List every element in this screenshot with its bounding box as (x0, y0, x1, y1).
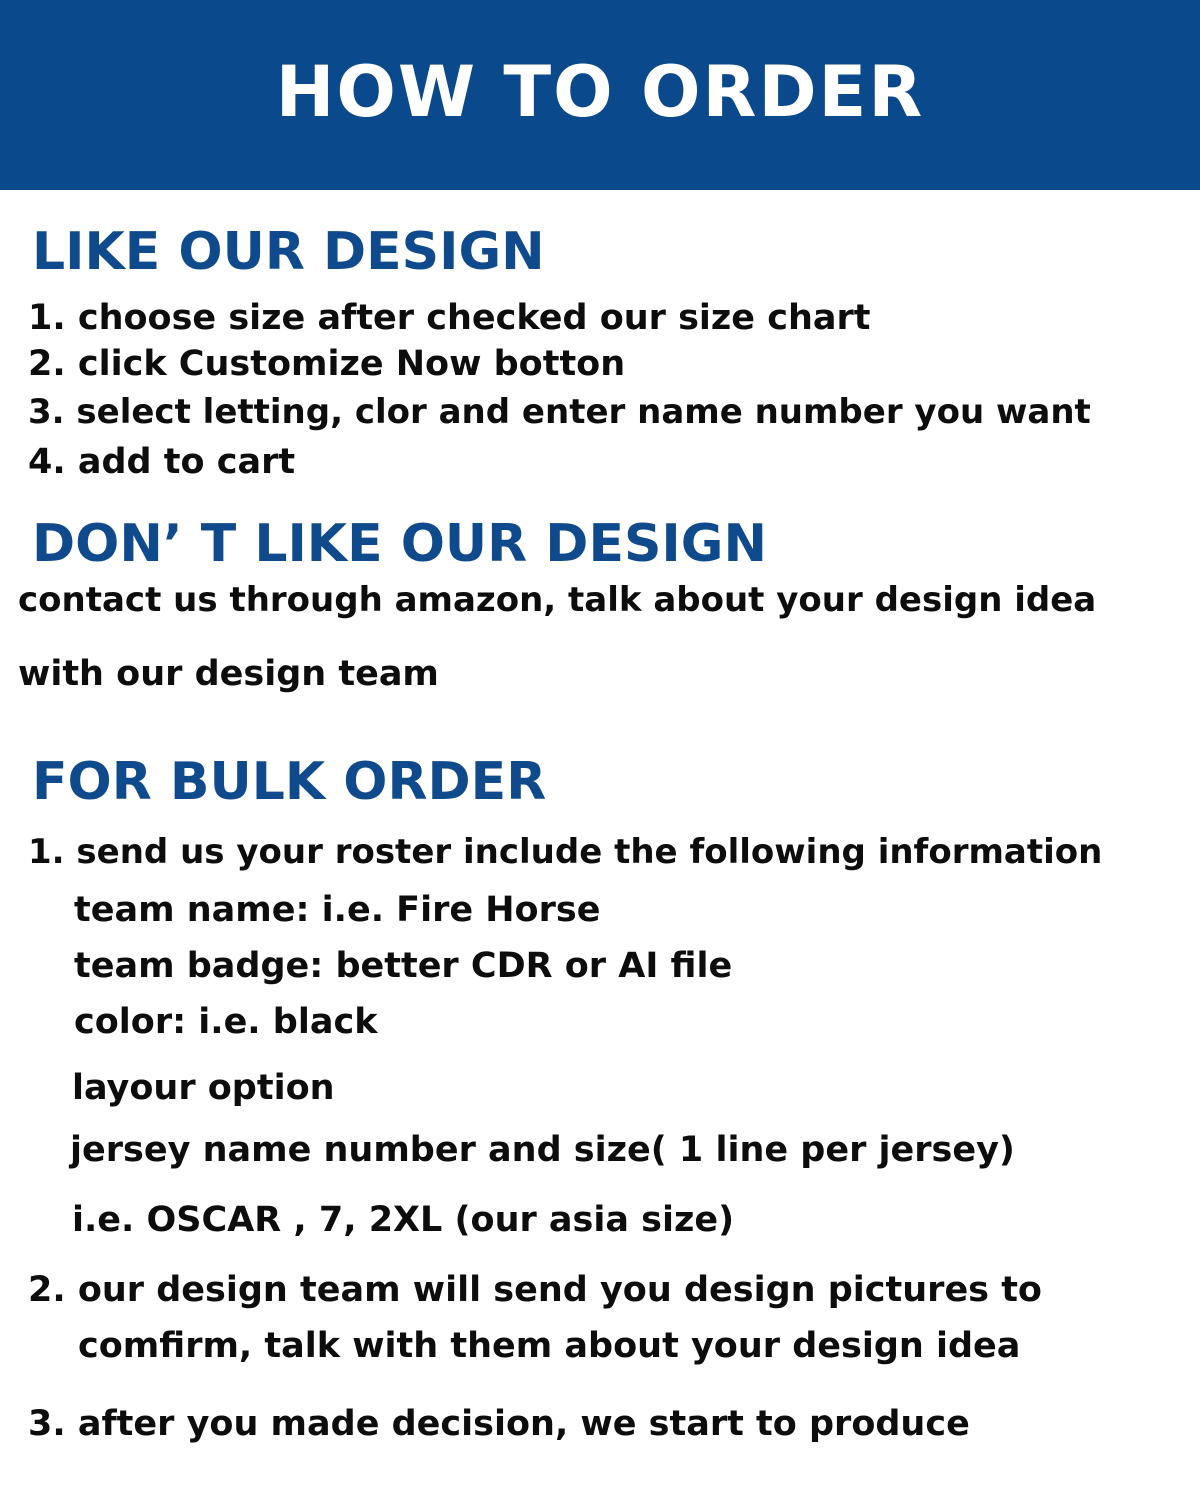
like-step-2: 2. click Customize Now botton (28, 344, 626, 384)
roster-item-color: color: i.e. black (74, 1002, 378, 1042)
bulk-order-heading: FOR BULK ORDER (32, 752, 547, 812)
like-step-3: 3. select letting, clor and enter name number you want (28, 392, 1091, 432)
like-step-1: 1. choose size after checked our size chart (28, 298, 871, 338)
bulk-step-2-line-2: comfirm, talk with them about your design idea (78, 1326, 1021, 1366)
dislike-team-line: with our design team (18, 654, 439, 694)
like-step-4: 4. add to cart (28, 442, 296, 482)
bulk-step-3: 3. after you made decision, we start to produce (28, 1404, 970, 1444)
roster-item-team-badge: team badge: better CDR or AI file (74, 946, 733, 986)
dislike-contact-line: contact us through amazon, talk about your design idea (18, 580, 1097, 620)
page-title: HOW TO ORDER (275, 51, 925, 133)
roster-item-team-name: team name: i.e. Fire Horse (74, 890, 601, 930)
dislike-design-heading: DON’ T LIKE OUR DESIGN (32, 514, 767, 574)
roster-item-layout-option: layour option (72, 1068, 335, 1108)
bulk-step-1: 1. send us your roster include the following information (28, 832, 1103, 872)
roster-item-example: i.e. OSCAR , 7, 2XL (our asia size) (72, 1200, 735, 1240)
roster-item-jersey-info: jersey name number and size( 1 line per jersey) (70, 1130, 1015, 1170)
bulk-step-2-line-1: 2. our design team will send you design pictures to (28, 1270, 1042, 1310)
header-banner (0, 0, 1200, 190)
like-design-heading: LIKE OUR DESIGN (32, 222, 545, 282)
